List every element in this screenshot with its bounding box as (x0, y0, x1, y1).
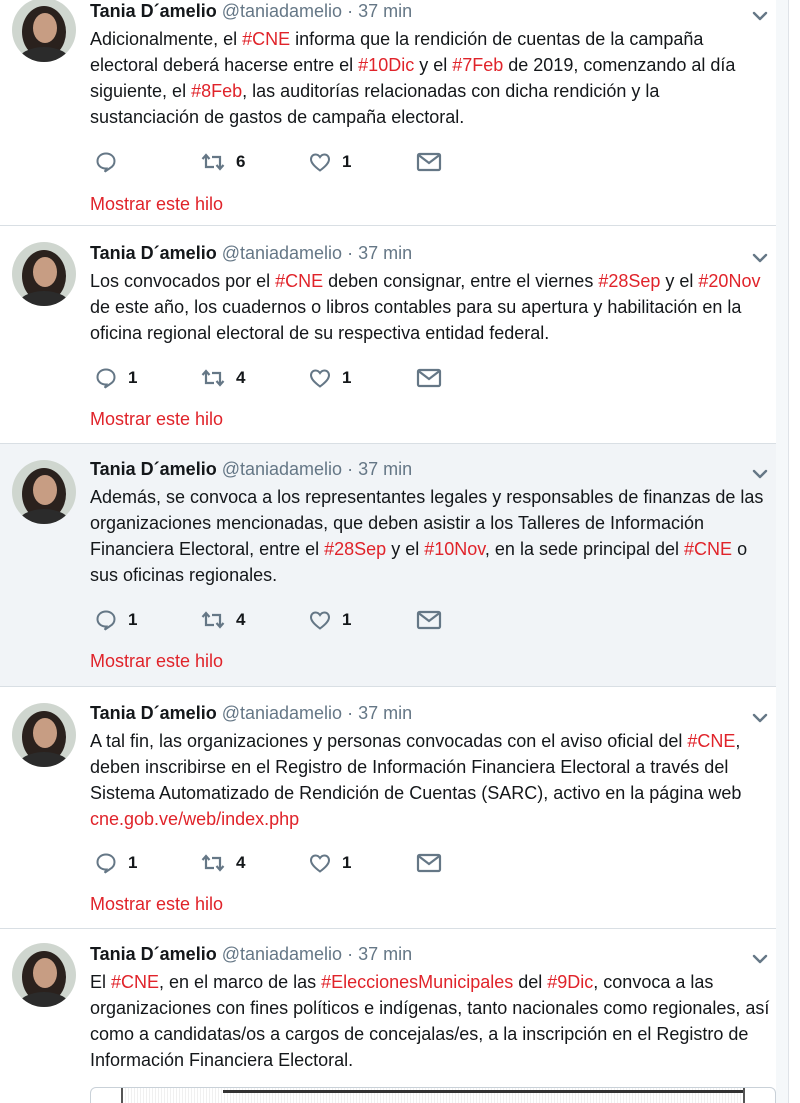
author-name[interactable]: Tania D´amelio (90, 459, 217, 479)
avatar[interactable] (12, 943, 76, 1007)
tweet[interactable] (0, 0, 788, 226)
separator-dot: · (347, 243, 354, 263)
reply-icon (94, 608, 118, 632)
tweet-header (90, 943, 412, 965)
tweet[interactable] (0, 929, 788, 1103)
document-image-text (223, 1090, 743, 1103)
envelope-icon (416, 609, 442, 631)
retweet-count: 6 (236, 152, 246, 171)
tweet-text (90, 484, 770, 588)
tweet-text-segment: de este año, los cuadernos o libros contables para su apertura y habilitación en la oficina regional electoral de su respectiva entidad federal. (90, 297, 742, 343)
like-count: 1 (342, 610, 352, 629)
show-thread-link[interactable]: Mostrar este hilo (90, 409, 224, 429)
timestamp[interactable]: 37 min (358, 243, 413, 263)
document-image-preview (121, 1088, 745, 1103)
tweet-text-segment: de 2019, comenzando al día siguiente, el (90, 55, 736, 101)
like-count: 1 (342, 152, 352, 171)
tweet-actions (90, 606, 490, 634)
avatar[interactable] (12, 242, 76, 306)
tweet-text-segment: , deben inscribirse en el Registro de Información Financiera Electoral a través del Sistema Automatizado de Rendición de Cuentas (SARC), activo en la página web (90, 731, 742, 803)
hashtag-link[interactable]: #CNE (111, 972, 160, 992)
like-count: 1 (342, 853, 352, 872)
envelope-icon (416, 852, 442, 874)
tweet-text-segment: Además, se convoca a los representantes legales y responsables de finanzas de las organizaciones mencionadas, que deben asistir a los Talleres de Información Financiera Electoral, entre el (90, 487, 764, 559)
timestamp[interactable]: 37 min (358, 459, 413, 479)
tweet-actions (90, 364, 490, 392)
hashtag-link[interactable]: #28Sep (598, 271, 661, 291)
like-button[interactable] (308, 606, 351, 634)
tweet-text-segment: informa que la rendición de cuentas de la campaña electoral deberá hacerse entre el (90, 29, 704, 75)
chevron-down-icon[interactable] (750, 6, 770, 26)
retweet-icon (200, 366, 226, 390)
author-handle[interactable]: @taniadamelio (221, 1, 343, 21)
retweet-count: 4 (236, 610, 246, 629)
author-handle[interactable]: @taniadamelio (221, 944, 343, 964)
tweet-text-segment: del (513, 972, 548, 992)
author-name[interactable]: Tania D´amelio (90, 243, 217, 263)
chevron-down-icon[interactable] (750, 464, 770, 484)
tweet-text (90, 26, 770, 130)
hashtag-link[interactable]: #CNE (684, 539, 733, 559)
chevron-down-icon[interactable] (750, 708, 770, 728)
retweet-button[interactable] (200, 849, 245, 877)
retweet-count: 4 (236, 368, 246, 387)
retweet-icon (200, 851, 226, 875)
author-handle[interactable]: @taniadamelio (221, 703, 343, 723)
hashtag-link[interactable]: #CNE (242, 29, 291, 49)
message-button[interactable] (416, 606, 442, 634)
message-button[interactable] (416, 849, 442, 877)
tweet-text-segment: Los convocados por el (90, 271, 276, 291)
envelope-icon (416, 367, 442, 389)
tweet-header (90, 0, 412, 22)
reply-icon (94, 150, 118, 174)
show-thread-link[interactable]: Mostrar este hilo (90, 651, 224, 671)
author-name[interactable]: Tania D´amelio (90, 703, 217, 723)
retweet-button[interactable] (200, 148, 245, 176)
show-thread-link[interactable]: Mostrar este hilo (90, 894, 224, 914)
retweet-icon (200, 608, 226, 632)
separator-dot: · (347, 459, 354, 479)
author-handle[interactable]: @taniadamelio (221, 243, 343, 263)
avatar[interactable] (12, 0, 76, 62)
reply-count: 1 (128, 853, 138, 872)
reply-button[interactable] (94, 148, 128, 176)
reply-button[interactable] (94, 606, 137, 634)
tweet-text (90, 268, 770, 346)
heart-icon (308, 150, 332, 174)
hashtag-link[interactable]: #CNE (687, 731, 736, 751)
separator-dot: · (347, 944, 354, 964)
reply-count: 1 (128, 368, 138, 387)
like-count: 1 (342, 368, 352, 387)
scrollbar[interactable] (776, 0, 788, 1103)
reply-icon (94, 851, 118, 875)
tweet-actions (90, 849, 490, 877)
tweet-text-segment: o sus oficinas regionales. (90, 539, 748, 585)
like-button[interactable] (308, 364, 351, 392)
hashtag-link[interactable]: #28Sep (324, 539, 387, 559)
timestamp[interactable]: 37 min (358, 703, 413, 723)
hashtag-link[interactable]: #10Dic (358, 55, 415, 75)
hashtag-link[interactable]: #20Nov (698, 271, 761, 291)
tweet-text-segment: , las auditorías relacionadas con dicha rendición y la sustanciación de gastos de campaña electoral. (90, 81, 660, 127)
heart-icon (308, 851, 332, 875)
tweet-header (90, 702, 412, 724)
hashtag-link[interactable]: #CNE (275, 271, 324, 291)
tweet-text-segment: , en el marco de las (159, 972, 322, 992)
tweet-header (90, 458, 412, 480)
hashtag-link[interactable]: #EleccionesMunicipales (321, 972, 514, 992)
author-handle[interactable]: @taniadamelio (221, 459, 343, 479)
timestamp[interactable]: 37 min (358, 1, 413, 21)
tweet-header (90, 242, 412, 264)
separator-dot: · (347, 1, 354, 21)
hashtag-link[interactable]: #8Feb (191, 81, 243, 101)
avatar[interactable] (12, 460, 76, 524)
heart-icon (308, 608, 332, 632)
envelope-icon (416, 151, 442, 173)
tweet-text-segment: El (90, 972, 112, 992)
hashtag-link[interactable]: #9Dic (547, 972, 594, 992)
timestamp[interactable]: 37 min (358, 944, 413, 964)
hashtag-link[interactable]: #10Nov (424, 539, 485, 559)
embedded-image-card[interactable] (90, 1087, 776, 1103)
chevron-down-icon[interactable] (750, 248, 770, 268)
message-button[interactable] (416, 364, 442, 392)
reply-button[interactable] (94, 849, 137, 877)
author-name[interactable]: Tania D´amelio (90, 944, 217, 964)
reply-count: 1 (128, 610, 138, 629)
author-name[interactable]: Tania D´amelio (90, 1, 217, 21)
tweet-text-segment: , convoca a las organizaciones con fines políticos e indígenas, tanto nacionales como regionales, así como a candidatas/os a cargos de concejalas/es, a la inscripción en el Registro de Información Financiera Electoral. (90, 972, 770, 1070)
like-button[interactable] (308, 148, 351, 176)
tweet-text (90, 969, 770, 1073)
hashtag-link[interactable]: #7Feb (452, 55, 504, 75)
tweet-text-segment: A tal fin, las organizaciones y personas convocadas con el aviso oficial del (90, 731, 688, 751)
reply-icon (94, 366, 118, 390)
reply-button[interactable] (94, 364, 137, 392)
tweet-text-segment: deben consignar, entre el viernes (323, 271, 599, 291)
like-button[interactable] (308, 849, 351, 877)
heart-icon (308, 366, 332, 390)
tweet[interactable] (0, 226, 788, 444)
retweet-count: 4 (236, 853, 246, 872)
retweet-button[interactable] (200, 364, 245, 392)
avatar[interactable] (12, 703, 76, 767)
retweet-icon (200, 150, 226, 174)
tweet-text-segment: y el (386, 539, 425, 559)
tweet-text-segment: y el (414, 55, 453, 75)
hashtag-link[interactable]: cne.gob.ve/web/index.php (90, 809, 300, 829)
tweet[interactable] (0, 687, 788, 929)
retweet-button[interactable] (200, 606, 245, 634)
tweet-text-segment: , en la sede principal del (484, 539, 685, 559)
tweet-actions (90, 148, 490, 176)
message-button[interactable] (416, 148, 442, 176)
show-thread-link[interactable]: Mostrar este hilo (90, 194, 224, 214)
tweet[interactable] (0, 444, 788, 687)
tweet-text (90, 728, 770, 832)
separator-dot: · (347, 703, 354, 723)
tweet-text-segment: Adicionalmente, el (90, 29, 243, 49)
tweet-text-segment: y el (660, 271, 699, 291)
chevron-down-icon[interactable] (750, 949, 770, 969)
